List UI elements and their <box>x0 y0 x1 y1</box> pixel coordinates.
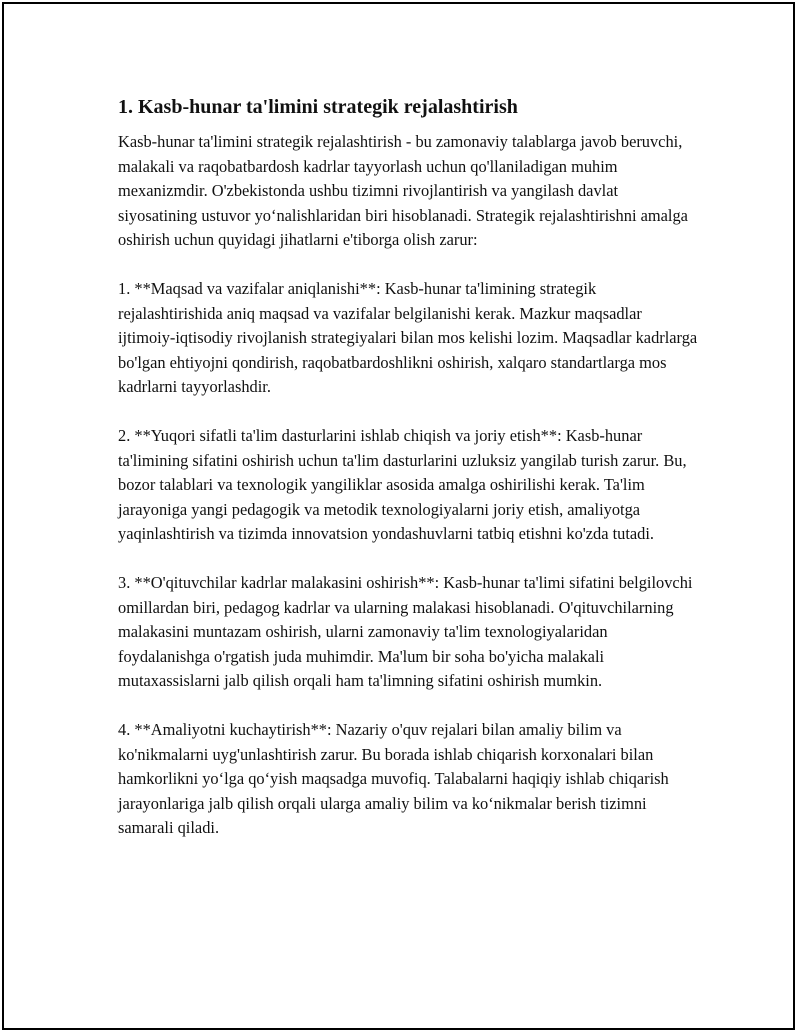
intro-paragraph: Kasb-hunar ta'limini strategik rejalashtirish - bu zamonaviy talablarga javob beruvchi, malakali va raqobatbardosh kadrlar tayyorlash uchun qo'llaniladigan muhim mexanizmdir. O'zbekistonda ushbu tizimni rivojlantirish va yangilash davlat siyosatining ustuvor yo‘nalishlaridan biri hisoblanadi. Strategik rejalashtirishni amalga oshirish uchun quyidagi jihatlarni e'tiborga olish zarur: <box>118 132 688 249</box>
section-heading: 1. Kasb-hunar ta'limini strategik rejalashtirish <box>118 96 518 118</box>
document-body <box>118 94 698 865</box>
point-4-paragraph: 4. **Amaliyotni kuchaytirish**: Nazariy o'quv rejalari bilan amaliy bilim va ko'nikmalarni uyg'unlashtirish zarur. Bu borada ishlab chiqarish korxonalari bilan hamkorlikni yo‘lga qo‘yish maqsadga muvofiq. Talabalarni haqiqiy ishlab chiqarish jarayonlariga jalb qilish orqali ularga amaliy bilim va ko‘nikmalar berish tizimni samarali qiladi. <box>118 720 669 837</box>
point-3-paragraph: 3. **O'qituvchilar kadrlar malakasini oshirish**: Kasb-hunar ta'limi sifatini belgilovchi omillardan biri, pedagog kadrlar va ularning malakasi hisoblanadi. O'qituvchilarning malakasini muntazam oshirish, ularni zamonaviy ta'lim texnologiyalaridan foydalanishga o'rgatish juda muhimdir. Ma'lum bir soha bo'yicha malakali mutaxassislarni jalb qilish orqali ham ta'limning sifatini oshirish mumkin. <box>118 573 693 690</box>
point-2-paragraph: 2. **Yuqori sifatli ta'lim dasturlarini ishlab chiqish va joriy etish**: Kasb-hunar ta'limining sifatini oshirish uchun ta'lim dasturlarini uzluksiz yangilab turish zarur. Bu, bozor talablari va texnologik yangiliklar asosida amalga oshirilishi kerak. Ta'lim jarayoniga yangi pedagogik va metodik texnologiyalarni joriy etish, amaliyotga yaqinlashtirish va tizimda innovatsion yondashuvlarni tatbiq etishni ko'zda tutadi. <box>118 426 687 543</box>
point-1-paragraph: 1. **Maqsad va vazifalar aniqlanishi**: Kasb-hunar ta'limining strategik rejalashtirishida aniq maqsad va vazifalar belgilanishi kerak. Mazkur maqsadlar ijtimoiy-iqtisodiy rivojlanish strategiyalari bilan mos kelishi lozim. Maqsadlar kadrlarga bo'lgan ehtiyojni qondirish, raqobatbardoshlikni oshirish, xalqaro standartlarga mos kadrlarni tayyorlashdir. <box>118 279 698 396</box>
